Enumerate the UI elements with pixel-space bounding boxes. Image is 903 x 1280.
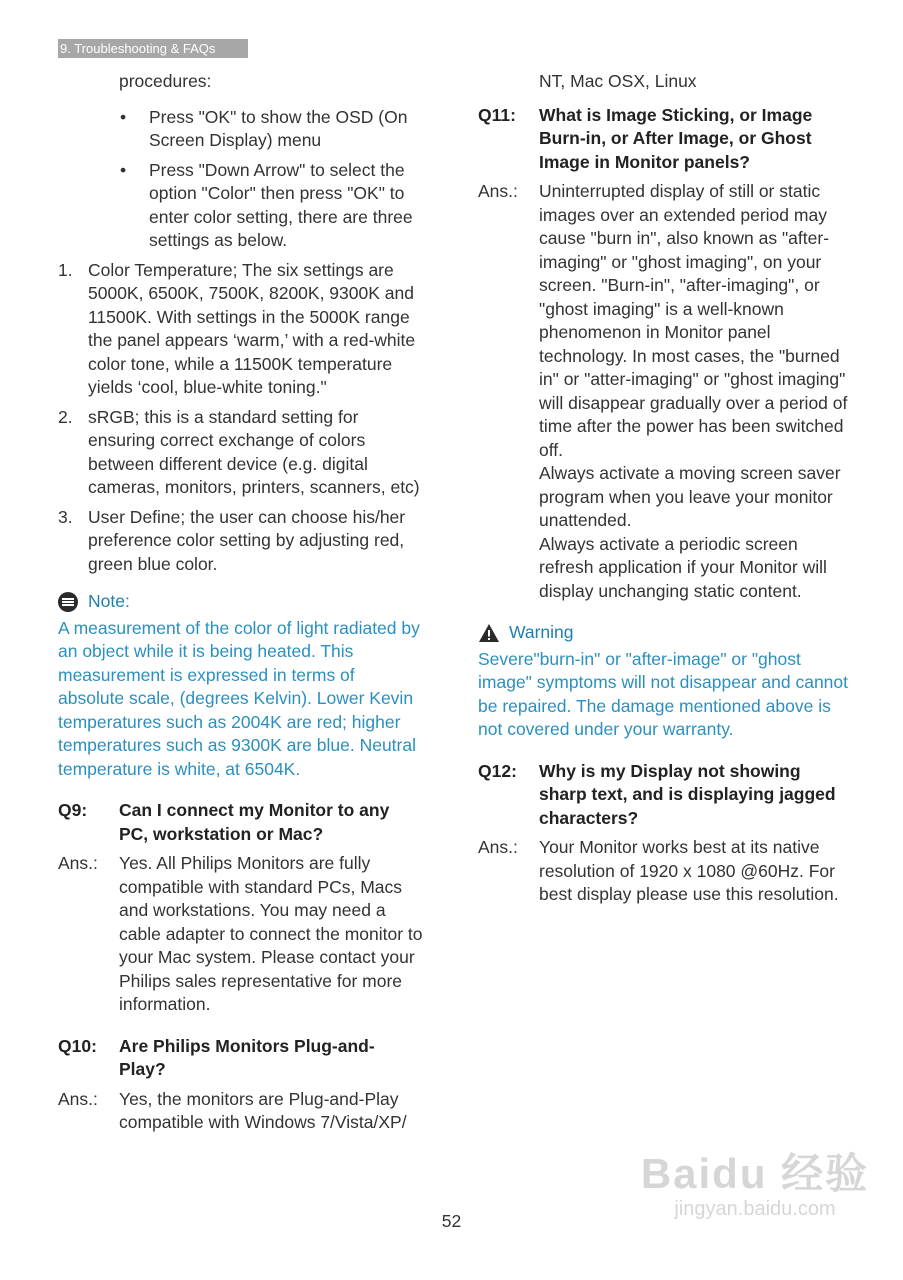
warning-block (478, 621, 850, 742)
watermark-url: jingyan.baidu.com (674, 1198, 836, 1220)
faq-q9 (58, 799, 423, 1017)
note-body: A measurement of the color of light radiated by an object while it is being heated. This measurement is expressed in terms of absolute scale, (degrees Kelvin). Lower Kevin temperatures such as 2004K are red; higher temperatures such as 9300K are blue. Neutral temperature is white, at 6504K. (58, 617, 420, 779)
list-item (58, 406, 423, 500)
left-column (58, 70, 423, 1135)
item-number: 3. (58, 506, 73, 527)
answer-row (58, 852, 423, 1017)
note-icon (58, 592, 78, 612)
list-item (58, 259, 423, 400)
bullet-icon: • (120, 106, 127, 127)
bullet-icon: • (120, 159, 127, 180)
question-text: Why is my Display not showing sharp text, and is displaying jagged characters? (539, 760, 836, 828)
warning-heading (478, 621, 850, 645)
note-title: Note: (88, 591, 130, 611)
warning-body: Severe"burn-in" or "after-image" or "ghost image" symptoms will not disappear and cannot be repaired. The damage mentioned above is not covered under your warranty. (478, 648, 849, 739)
page-number: 52 (441, 1211, 462, 1231)
bullet-list (58, 106, 423, 253)
answer-row (478, 836, 850, 907)
item-number: 1. (58, 259, 73, 280)
question-row (58, 799, 423, 846)
list-item (120, 106, 423, 153)
watermark-logo: Baidu 经验 (640, 1150, 870, 1197)
continued-text: NT, Mac OSX, Linux (539, 71, 697, 91)
list-item (58, 506, 423, 577)
item-number: 2. (58, 406, 73, 427)
baidu-watermark (640, 1150, 870, 1220)
answer-row (58, 1088, 423, 1135)
question-text: Are Philips Monitors Plug-and- Play? (119, 1035, 375, 1079)
answer-text: Yes. All Philips Monitors are fully compatible with standard PCs, Macs and workstations. You may need a cable adapter to connect the monitor to your Mac system. Please contact your Philips sales representative for more information. (119, 853, 423, 1014)
bullet-text: Press "OK" to show the OSD (On Screen Display) menu (149, 106, 408, 150)
answer-label: Ans.: (58, 853, 98, 873)
answer-label: Ans.: (478, 181, 518, 201)
faq-q10 (58, 1035, 423, 1135)
note-heading (58, 590, 423, 614)
answer-label: Ans.: (58, 1088, 98, 1109)
warning-icon (478, 623, 500, 643)
question-text: Can I connect my Monitor to any PC, workstation or Mac? (119, 800, 390, 844)
question-label: Q10: (58, 1035, 97, 1056)
answer-text (539, 180, 850, 603)
question-row (478, 760, 850, 831)
list-item (120, 159, 423, 253)
question-row (478, 104, 850, 175)
answer-label: Ans.: (478, 837, 518, 857)
procedures-intro: procedures: (119, 71, 212, 91)
item-text: sRGB; this is a standard setting for ensuring correct exchange of colors between different device (e.g. digital cameras, monitors, printers, scanners, etc) (88, 406, 420, 497)
answer-text: Your Monitor works best at its native resolution of 1920 x 1080 @60Hz. For best display please use this resolution. (539, 837, 839, 904)
question-label: Q12: (478, 760, 517, 781)
section-tab: 9. Troubleshooting & FAQs (58, 39, 248, 58)
warning-title: Warning (509, 622, 574, 642)
faq-q12 (478, 760, 850, 907)
answer-row (478, 180, 850, 603)
question-text: What is Image Sticking, or Image Burn-in, or After Image, or Ghost Image in Monitor panels? (539, 104, 813, 172)
right-column (478, 70, 850, 907)
note-block (58, 590, 423, 781)
numbered-list (58, 259, 423, 577)
question-label: Q9: (58, 800, 88, 820)
item-text: Color Temperature; The six settings are 5000K, 6500K, 7500K, 8200K, 9300K and 11500K. With settings in the 5000K range the panel appears ‘warm,’ with a red-white color tone, while a 11500K temperature yields ‘cool, blue-white toning." (88, 259, 416, 397)
answer-paragraph: Uninterrupted display of still or static images over an extended period may cause "burn in", also known as "after-imaging" or "ghost imaging", on your screen. "Burn-in", "after-imaging", or "ghost imaging" is a well-known phenomenon in Monitor panel technology. In most cases, the "burned in" or "atter-imaging" or "ghost imaging" will disappear gradually over a period of time after the power has been switched off. (539, 181, 848, 460)
answer-paragraph: Always activate a moving screen saver program when you leave your monitor unattended. (539, 463, 841, 530)
answer-paragraph: Always activate a periodic screen refresh application if your Monitor will display unchanging static content. (539, 533, 827, 601)
answer-text: Yes, the monitors are Plug-and-Play compatible with Windows 7/Vista/XP/ (119, 1088, 407, 1132)
question-row (58, 1035, 423, 1082)
bullet-text: Press "Down Arrow" to select the option "Color" then press "OK" to enter color setting, there are three settings as below. (149, 159, 413, 250)
faq-q11 (478, 104, 850, 604)
question-label: Q11: (478, 104, 516, 125)
item-text: User Define; the user can choose his/her preference color setting by adjusting red, green blue color. (88, 506, 406, 574)
